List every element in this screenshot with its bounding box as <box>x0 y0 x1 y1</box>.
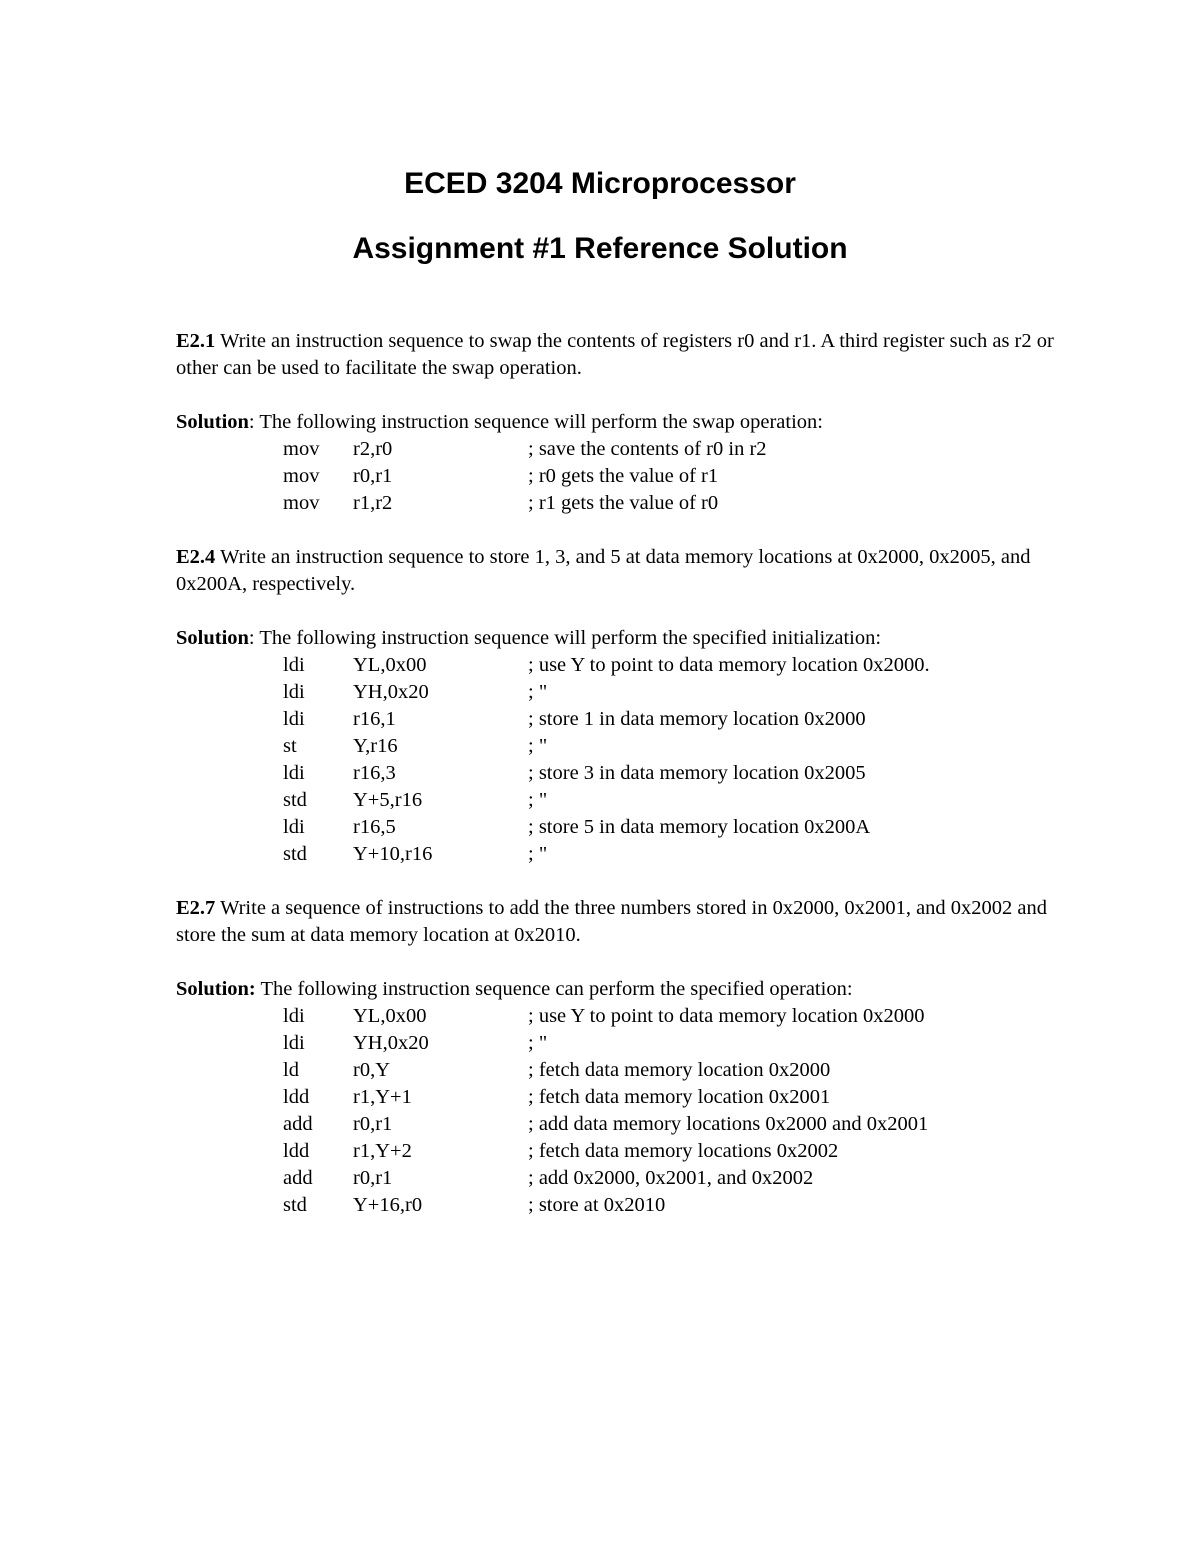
solution-intro-e2-1 <box>176 409 1056 436</box>
question-e2-1 <box>176 328 1056 382</box>
question-text: Write a sequence of instructions to add the three numbers stored in 0x2000, 0x2001, and 0x2002 and store the sum at data memory location at 0x2010. <box>176 897 1048 946</box>
comment: ; store 3 in data memory location 0x2005 <box>528 762 866 784</box>
comment: ; r0 gets the value of r1 <box>528 465 719 487</box>
comment: ; " <box>528 681 548 703</box>
operands: Y+5,r16 <box>353 789 423 811</box>
solution-intro-e2-4 <box>176 625 1056 652</box>
operands: r16,5 <box>353 816 396 838</box>
question-e2-4 <box>176 544 1056 598</box>
instruction: ldi <box>283 708 305 730</box>
instruction: st <box>283 735 297 757</box>
instruction: mov <box>283 438 320 460</box>
instruction: add <box>283 1113 313 1135</box>
operands: r1,Y+2 <box>353 1140 412 1162</box>
instruction: ldi <box>283 816 305 838</box>
instruction: ldi <box>283 1005 305 1027</box>
comment: ; store at 0x2010 <box>528 1194 666 1216</box>
operands: Y+16,r0 <box>353 1194 423 1216</box>
operands: r0,r1 <box>353 1113 393 1135</box>
instruction: ld <box>283 1059 299 1081</box>
operands: Y,r16 <box>353 735 398 757</box>
operands: r16,3 <box>353 762 396 784</box>
operands: r2,r0 <box>353 438 393 460</box>
solution-text: The following instruction sequence can perform the specified operation: <box>255 978 853 1000</box>
question-text: Write an instruction sequence to store 1, 3, and 5 at data memory locations at 0x2000, 0x2005, and 0x200A, respectively. <box>176 546 1031 595</box>
comment: ; store 5 in data memory location 0x200A <box>528 816 871 838</box>
question-e2-7 <box>176 895 1056 949</box>
instruction: ldd <box>283 1140 310 1162</box>
document-subtitle: Assignment #1 Reference Solution <box>352 232 848 265</box>
instruction: ldi <box>283 1032 305 1054</box>
solution-label: Solution <box>176 627 249 649</box>
instruction: std <box>283 843 307 865</box>
instruction: std <box>283 1194 307 1216</box>
solution-text: : The following instruction sequence will perform the specified initialization: <box>248 627 882 649</box>
operands: r16,1 <box>353 708 396 730</box>
comment: ; " <box>528 735 548 757</box>
operands: YH,0x20 <box>353 1032 429 1054</box>
comment: ; save the contents of r0 in r2 <box>528 438 767 460</box>
solution-label: Solution: <box>176 978 256 1000</box>
comment: ; use Y to point to data memory location 0x2000 <box>528 1005 925 1027</box>
operands: YL,0x00 <box>353 654 427 676</box>
comment: ; add data memory locations 0x2000 and 0x2001 <box>528 1113 929 1135</box>
question-label: E2.1 <box>176 330 216 352</box>
comment: ; fetch data memory locations 0x2002 <box>528 1140 839 1162</box>
instruction: ldd <box>283 1086 310 1108</box>
operands: r0,r1 <box>353 465 393 487</box>
comment: ; r1 gets the value of r0 <box>528 492 719 514</box>
comment: ; fetch data memory location 0x2001 <box>528 1086 831 1108</box>
comment: ; add 0x2000, 0x2001, and 0x2002 <box>528 1167 814 1189</box>
operands: r1,r2 <box>353 492 393 514</box>
comment: ; " <box>528 843 548 865</box>
operands: r1,Y+1 <box>353 1086 412 1108</box>
operands: r0,Y <box>353 1059 391 1081</box>
document-title: ECED 3204 Microprocessor <box>404 167 796 200</box>
comment: ; fetch data memory location 0x2000 <box>528 1059 831 1081</box>
operands: Y+10,r16 <box>353 843 433 865</box>
operands: r0,r1 <box>353 1167 393 1189</box>
solution-text: : The following instruction sequence will perform the swap operation: <box>248 411 823 433</box>
instruction: add <box>283 1167 313 1189</box>
comment: ; " <box>528 1032 548 1054</box>
instruction: std <box>283 789 307 811</box>
question-text: Write an instruction sequence to swap the contents of registers r0 and r1. A third register such as r2 or other can be used to facilitate the swap operation. <box>176 330 1054 379</box>
operands: YH,0x20 <box>353 681 429 703</box>
comment: ; use Y to point to data memory location 0x2000. <box>528 654 930 676</box>
solution-label: Solution <box>176 411 249 433</box>
comment: ; " <box>528 789 548 811</box>
solution-intro-e2-7 <box>176 976 1056 1003</box>
question-label: E2.4 <box>176 546 216 568</box>
comment: ; store 1 in data memory location 0x2000 <box>528 708 866 730</box>
question-label: E2.7 <box>176 897 216 919</box>
instruction: ldi <box>283 654 305 676</box>
instruction: ldi <box>283 762 305 784</box>
instruction: ldi <box>283 681 305 703</box>
operands: YL,0x00 <box>353 1005 427 1027</box>
instruction: mov <box>283 492 320 514</box>
instruction: mov <box>283 465 320 487</box>
